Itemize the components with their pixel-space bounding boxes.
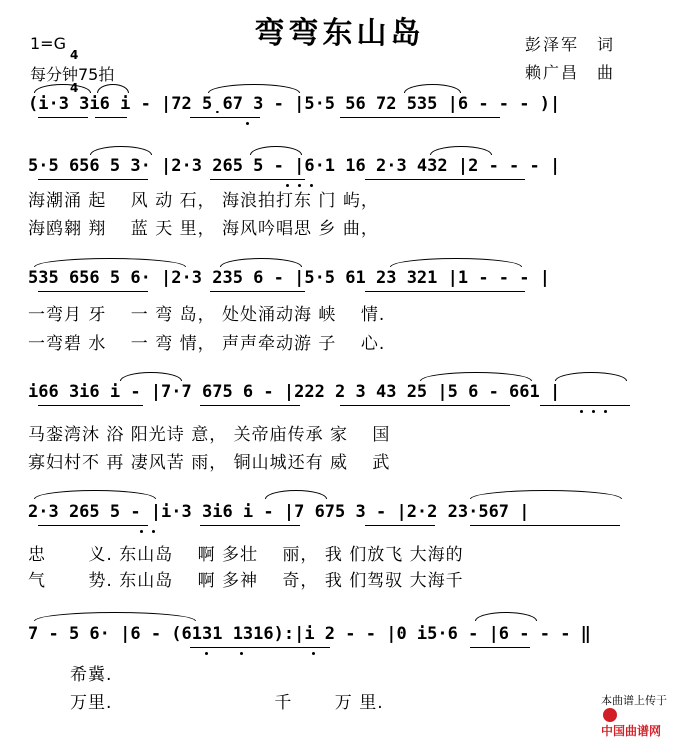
site-name: 中国曲谱网 [601, 724, 662, 738]
slur-mark [34, 612, 196, 621]
beam-line [470, 647, 530, 648]
beam-line [38, 525, 148, 526]
lyric-line: 海鸥翱 翔 蓝 天 里， 海风吟唱思 乡 曲， [28, 219, 379, 239]
slur-mark [390, 258, 522, 267]
lyric-line: 海潮涌 起 风 动 石， 海浪拍打东 门 屿， [28, 191, 379, 211]
notation-text: 2·3 265 5 - |i·3 3i6 i - |7 675 3 - |2·2 23·567 | [28, 502, 530, 522]
lyricist-credit: 彭泽军 词 [525, 35, 616, 54]
footer-credit [594, 679, 667, 739]
slur-mark [404, 84, 461, 93]
lyric-line: 忠 义. 东山岛 啊 多壮 丽， 我 们放飞 大海的 [28, 545, 464, 565]
slur-mark [250, 146, 302, 155]
octave-dot [312, 652, 315, 655]
time-signature-top: 4 [70, 48, 79, 62]
beam-line [365, 525, 435, 526]
notation-row-3 [28, 264, 646, 292]
lyric-line: 一弯碧 水 一 弯 情， 声声牵动游 子 心. [28, 334, 386, 354]
slur-mark [34, 258, 186, 267]
lyric-line: 马銮湾沐 浴 阳光诗 意， 关帝庙传承 家 国 [28, 425, 391, 445]
octave-dot [286, 184, 289, 187]
beam-line [365, 291, 525, 292]
beam-line [38, 405, 143, 406]
composer-credit: 赖广昌 曲 [525, 63, 616, 82]
slur-mark [34, 81, 91, 95]
beam-line [365, 179, 525, 180]
site-logo-icon [603, 708, 617, 722]
notation-row-2 [28, 152, 646, 180]
octave-dot [310, 184, 313, 187]
beam-line [540, 405, 630, 406]
notation-row-5 [28, 498, 646, 526]
beam-line [470, 525, 620, 526]
lyric-line: 寡妇村不 再 凄风苦 雨， 铜山城还有 威 武 [28, 453, 391, 473]
beam-line [210, 179, 305, 180]
notation-text: 7 - 5 6· |6 - (6131 1316):|i 2 - - |0 i5·6 - |6 - - - ‖ [28, 624, 591, 644]
slur-mark [470, 490, 622, 499]
beam-line [200, 525, 300, 526]
slur-mark [120, 372, 182, 381]
octave-dot [246, 122, 249, 125]
beam-line [190, 647, 330, 648]
octave-dot [140, 530, 143, 533]
slur-mark [555, 372, 627, 381]
notation-text: (i·3 3i6 i - |72 5̣67 3 - |5·5 56 72 535 |6 - - - )| [28, 94, 561, 114]
beam-line [38, 179, 148, 180]
notation-text: i66 3i6 i - |7·7 675 6 - |222 2 3 43 25 |5 6 - 661 | [28, 382, 561, 402]
slur-mark [34, 490, 156, 499]
lyric-line: 万里. 千 万 里. [70, 693, 384, 713]
slur-mark [208, 84, 300, 93]
octave-dot [592, 410, 595, 413]
notation-text: 535 656 5 6· |2·3 235 6 - |5·5 61 23 321 |1 - - - | [28, 268, 550, 288]
beam-line [210, 291, 305, 292]
lyric-line: 气 势. 东山岛 啊 多神 奇， 我 们驾驭 大海千 [28, 571, 464, 591]
lyric-line: 希冀. [70, 665, 113, 685]
octave-dot [580, 410, 583, 413]
song-title: 弯弯东山岛 [254, 16, 425, 51]
notation-row-1 [28, 90, 646, 118]
tempo-marking: 每分钟75拍 [30, 65, 115, 84]
slur-mark [90, 146, 152, 155]
beam-line [38, 291, 148, 292]
octave-dot [240, 652, 243, 655]
octave-dot [152, 530, 155, 533]
slur-mark [430, 146, 492, 155]
slur-mark [475, 612, 537, 621]
beam-line [95, 117, 127, 118]
octave-dot [604, 410, 607, 413]
octave-dot [205, 652, 208, 655]
slur-mark [265, 490, 327, 499]
notation-text: 5·5 656 5 3· |2·3 265 5 - |6·1 16 2·3 432 |2 - - - | [28, 156, 561, 176]
beam-line [38, 117, 88, 118]
beam-line [190, 117, 260, 118]
slur-mark [97, 84, 129, 93]
octave-dot [298, 184, 301, 187]
key-signature: 1=G [30, 34, 66, 53]
slur-mark [420, 372, 532, 381]
slur-mark [220, 258, 302, 267]
beam-line [200, 405, 300, 406]
footer-text: 本曲谱上传于 [601, 694, 667, 707]
notation-row-4 [28, 378, 646, 406]
beam-line [340, 117, 500, 118]
notation-row-6 [28, 620, 646, 648]
lyric-line: 一弯月 牙 一 弯 岛， 处处涌动海 峡 情. [28, 305, 386, 325]
beam-line [340, 405, 510, 406]
time-signature-bottom: 4 [70, 81, 79, 95]
